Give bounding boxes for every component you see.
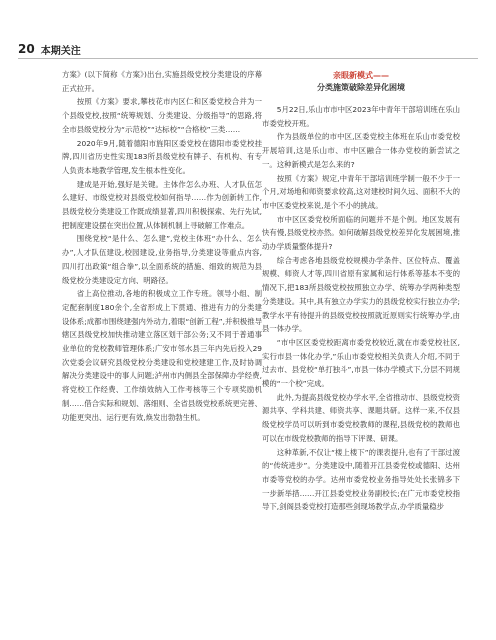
page-header [18,42,81,56]
paragraph: 这种革新,不仅让“楼上楼下”的课表提升,也有了干部过渡的“传统进步”。分类建设中,随着开江县委党校或德阳、达州市委等党校的办学。达州市委党校业务指导处处长张锦多下一步新举措……开江县委党校业务副校长;在广元市委党校指导下,剑阁县委党校打造那些剑现场教学点,办学质量稳步 [262,447,460,512]
subheading-title: 分类施策破除差异化困境 [317,83,405,92]
section-title: 本期关注 [40,45,81,57]
paragraph: 5月22日,乐山市市中区2023年中青年干部培训班在乐山市委党校开班。 [262,105,460,128]
paragraph: 省上高位推动,各地的积极成立工作专班。领导小组、制定配套制度180余个,全省形成上下贯通、推进有力的分类建设体系;成都市围绕建强内外动力,着眼“创新工程”,并积极推导辖区县级党校加快推动建立落区划干部公务;又不同于普通事业单位的党校教师管理体系;广安市邻水县三年内先后投入29次党委会议研究县级党校分类建设和党校建建工作,及时协调解决分类建设中的事人问题;泸州市内侧县全部保障办学经费,将党校工作经费、工作绩效纳入工作考核等三个专项奖励机制……借合实际和规划、落细则、全省县级党校系统更完善、功能更突出、运行更有效,焕发出勃勃生机。 [62,289,262,422]
right-column [262,68,460,514]
paragraph: 2020年9月,随着德阳市旌阳区委党校在德阳市委党校挂牌,四川省历史性实现183所县级党校有牌子、有机构、有专人负责本地教学管理,发生根本性变化。 [62,138,262,175]
subheading-kicker: 亲眼新模式—— [333,71,389,80]
paragraph: 综合考虑各地县级党校规模办学条件、区位特点、覆盖规模、师资人才等,四川省原有家属和运行体系等基本不变的情况下,把183所县级党校按照独立办学、统筹办学两种类型分类建设。其中,具有独立办学实力的县级党校实行独立办学;教学水平有待提升的县级党校按照就近原则实行统筹办学,由县一体办学。 [262,255,460,334]
page-number: 20 [18,42,35,56]
paragraph: 围绕党校“是什么、怎么建”,党校主体班“办什么、怎么办”,人才队伍建设,校园建设,业务指导,分类建设等重点内容,四川打出政策“组合拳”,以全面系统的措施、细致的规范为县级党校分类建设定方向、明路径。 [62,234,262,285]
paragraph: 按照《方案》要求,攀枝花市内区仁和区委党校合并为一个县级党校,按照“统筹规划、分类建设、分级指导”的思路,将全市县级党校分为“示范校”“达标校”“合格校”三类…… [62,97,262,134]
header-divider [18,58,478,59]
paragraph: 建成是开始,强好是关键。主体作怎么办班、人才队伍怎么建好、市级党校对县级党校如何指导……作为创新转工作,县级党校分类建设工作既成绩显著,四川积极探索、先行先试,把制度建设摆在突出位置,从体制机制上寻破解工作难点。 [62,179,262,230]
paragraph: 方案》(以下简称《方案》)出台,实施县级党校分类建设的序幕正式拉开。 [62,70,262,93]
subheading [262,70,460,94]
paragraph: 此外,为提高县级党校办学水平,全省推动市、县级党校资源共享、学科共建、师资共享、课题共研。这样一来,不仅县级党校学员可以听到市委党校教师的课程,县级党校的教师也可以在市级党校教师的指导下评课、研课。 [262,392,460,443]
paragraph: 市中区区委党校所面临的问题并不是个例。地区发展有快有慢,县级党校亦然。如何破解县级党校差异化发展困境,推动办学质量整体提升? [262,214,460,252]
left-column [62,68,262,424]
paragraph: 按照《方案》规定,中青年干部培训班学制一般不少于一个月,对场地和师资要求较高,这对建校时间久远、面积不大的市中区委党校来说,是个不小的挑战。 [262,173,460,210]
paragraph: “市中区区委党校距离市委党校较近,就在市委党校社区,实行市县一体化办学,”乐山市委党校相关负责人介绍,不同于过去市、县党校“单打独斗”,市县一体办学模式下,分层不同规模的“一个校”完成。 [262,337,460,389]
paragraph: 作为县级单位的市中区,区委党校主体班在乐山市委党校开展培训,这是乐山市、市中区融合一体办党校的新尝试之一。这种新模式是怎么来的? [262,132,460,169]
